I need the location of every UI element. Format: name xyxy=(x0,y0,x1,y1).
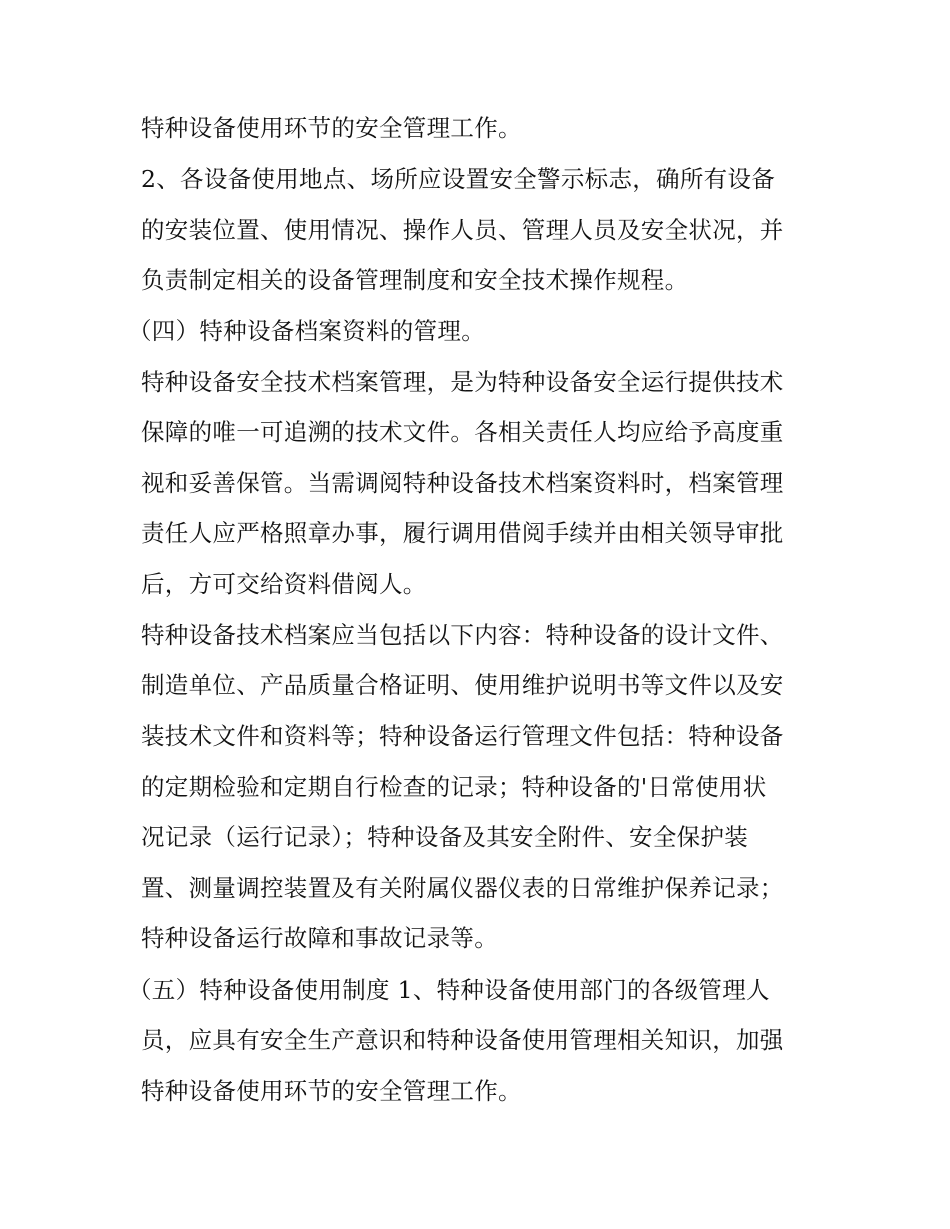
section-heading: （五）特种设备使用制度 1、特种设备使用部门的各级管理人 xyxy=(128,976,770,1004)
paragraph-line: 后，方可交给资料借阅人。 xyxy=(141,570,427,598)
paragraph-line: 特种设备安全技术档案管理，是为特种设备安全运行提供技术 xyxy=(141,368,784,396)
paragraph-line: 负责制定相关的设备管理制度和安全技术操作规程。 xyxy=(141,266,689,294)
paragraph-line: 的安装位置、使用情况、操作人员、管理人员及安全状况，并 xyxy=(141,216,784,244)
paragraph-line: 装技术文件和资料等；特种设备运行管理文件包括：特种设备 xyxy=(141,722,784,750)
paragraph-line: 置、测量调控装置及有关附属仪器仪表的日常维护保养记录； xyxy=(141,874,784,902)
paragraph-line: 的定期检验和定期自行检查的记录；特种设备的'日常使用状 xyxy=(141,773,767,801)
paragraph-line: 况记录（运行记录）；特种设备及其安全附件、安全保护装 xyxy=(141,823,749,851)
paragraph-line: 特种设备使用环节的安全管理工作。 xyxy=(141,114,522,142)
paragraph-line: 特种设备技术档案应当包括以下内容：特种设备的设计文件、 xyxy=(141,621,784,649)
paragraph-line: 视和妥善保管。当需调阅特种设备技术档案资料时，档案管理 xyxy=(141,469,784,497)
paragraph-line: 责任人应严格照章办事，履行调用借阅手续并由相关领导审批 xyxy=(141,519,784,547)
paragraph-line: 特种设备运行故障和事故记录等。 xyxy=(141,924,498,952)
section-heading: （四）特种设备档案资料的管理。 xyxy=(128,317,485,345)
paragraph-line: 制造单位、产品质量合格证明、使用维护说明书等文件以及安 xyxy=(141,671,784,699)
paragraph-line: 特种设备使用环节的安全管理工作。 xyxy=(141,1077,522,1105)
paragraph-line: 保障的唯一可追溯的技术文件。各相关责任人均应给予高度重 xyxy=(141,418,784,446)
paragraph-line: 2、各设备使用地点、场所应设置安全警示标志，确所有设备 xyxy=(141,165,776,193)
paragraph-line: 员，应具有安全生产意识和特种设备使用管理相关知识，加强 xyxy=(141,1026,784,1054)
